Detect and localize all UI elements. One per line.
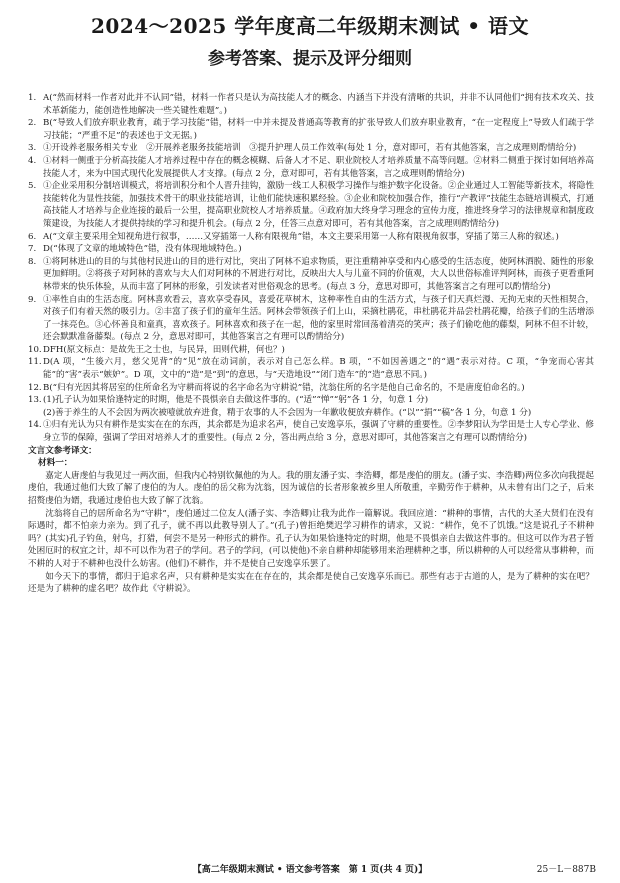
answer-number: 7. xyxy=(28,244,37,255)
footer-code: 25－L－887B xyxy=(536,865,596,875)
answer-text: D(“体现了文章的地域特色”错，没有体现地域特色。) xyxy=(43,244,242,255)
answer-text: ①材料一侧重于分析高技能人才培养过程中存在的概念模糊、后备人才不足、职业院校人才培养质量不高等问题。②材料二侧重于探讨如何培养高技能人才，来为中国式现代化发展提供人才支撑。(每点 2 分，意对即可，若有其他答案，言之成理则酌情给分) xyxy=(43,155,594,179)
answer-item xyxy=(28,294,594,344)
answer-number: 10. xyxy=(28,344,42,355)
translation-heading: 文言文参考译文： xyxy=(28,445,97,456)
answer-item xyxy=(28,231,594,244)
answer-text: ①将阿林进山的目的与其他村民进山的目的进行对比，突出了阿林不追求物质，更注重精神享受和内心感受的生活态度，使阿林洒脱、随性的形象更加鲜明。②将孩子对阿林的喜欢与大人们对阿林的不屑进行对比，反映出大人与儿童不同的价值观，大人以世俗标准评判阿林，而孩子更看重阿林带来的快乐体验，从而丰富了阿林的形象，引发读者对世俗观念的思考。(每点 3 分，意思对即可，其他答案言之有理可以酌情给分) xyxy=(43,256,594,292)
answer-text: (1)孔子认为如果恰逢特定的时期，他是不畏惧亲自去做这件事的。(“适”“惮”“躬”各 1 分，句意 1 分) (2)善于养生的人不会因为两次被噎就放弃进食，精于农事的人不会因为一年歉收便放弃耕作。(“以”“捐”“稿”各 1 分，句意 1 分) xyxy=(43,395,532,418)
answer-number: 2. xyxy=(28,118,37,129)
answer-text: B(“归有光因其将居室的住所命名为守耕而将说的名字命名为守耕说”错，沈翁住所的名字是他自己命名的，不是唐度伯命名的。) xyxy=(43,382,525,393)
answer-item xyxy=(28,344,594,357)
answer-text: ①率性自由的生活态度。阿林喜欢看云，喜欢享受春风，喜爱花草树木，这种率性自由的生活方式，与孩子们天真烂漫、无拘无束的天性相契合，对孩子们有着天然的吸引力。②丰富了孩子们的童年生活。阿林会带领孩子们上山，采摘杜鹃花，串杜鹃花并品尝杜鹃花瓣，给孩子们的生活增添了一抹亮色。③心怀善良和童真，喜欢孩子。阿林喜欢和孩子在一起，他的家里时常回荡着清亮的笑声；孩子们偷吃他的藤梨，阿林不但不计较，还会默默准备藤梨。(每点 2 分，意思对即可，其他答案言之有理可以酌情给分) xyxy=(43,294,594,343)
page-title: 2024～2025 学年度高二年级期末测试 • 语文 xyxy=(91,14,529,38)
answer-number: 5. xyxy=(28,181,37,192)
answer-number: 9. xyxy=(28,294,37,305)
answer-number: 3. xyxy=(28,143,37,154)
answer-number: 12. xyxy=(28,382,42,393)
answer-number: 13. xyxy=(28,395,42,406)
answer-list xyxy=(28,92,594,445)
answer-text: DFH(原文标点：是故先王之士也，与民异，田则代耕，何也？) xyxy=(43,344,285,355)
page-subtitle: 参考答案、提示及评分细则 xyxy=(208,49,412,69)
answer-number: 11. xyxy=(28,357,42,368)
answer-item xyxy=(28,256,594,294)
answer-number: 4. xyxy=(28,155,37,166)
answer-item xyxy=(28,155,594,180)
answer-item xyxy=(28,117,594,142)
answer-item xyxy=(28,243,594,256)
translation-paragraph: 沈翁将自己的居所命名为“守耕”，虔伯通过二位友人(潘子实、李浩卿)让我为此作一篇解说。我回应道：“耕种的事情，古代的大圣大贤们在没有际遇时，都不怕亲力亲为。到了孔子，就不再以此教导别人了。”(孔子)曾拒绝樊迟学习耕作的请求，又说：“耕作，免不了饥饿。”这是说孔子不耕种吗？(其实)孔子钓鱼，射鸟，打猎，何尝不是另一种形式的耕作。孔子认为如果恰逢特定的时期，他是不畏惧亲自去做这件事的。但这可以作为君子暂处困厄时的权宜之计，却不可以作为君子的学问。君子的学问，(可以使他)不亲自耕种却能够用来治理耕种之事，所以耕种的人可以经常从事耕种，而不耕的人对于不耕种也没什么妨害。(他们)不耕作，并不是使自己安逸享乐罢了。 xyxy=(28,508,594,569)
answer-text: ①企业采用积分制培训模式，将培训积分和个人晋升挂钩，激励一线工人积极学习操作与维护数字化设备。②企业通过人工智能等新技术，将隐性技能转化为显性技能，加强技术骨干的职业技能培训，让他们能快速积累经验。③企业和院校加强合作，推行“产教评”技能生态链培训模式，打通高技能人才培养与企业连接的最后一公里，提高职业院校人才培养质量。④政府加大终身学习理念的宣传力度，推进终身学习的法律规章和制度政策建设，为技能人才提供持续的学习和提升机会。(每点 2 分，任答三点意对即可，若有其他答案，言之成理则酌情给分) xyxy=(43,181,594,229)
answer-text: A(“文章主要采用全知视角进行叙事，……又穿插第一人称有限视角”错，本文主要采用第一人称有限视角叙事，穿插了第三人称的叙述。) xyxy=(43,231,559,242)
translation-paragraph: 嘉定人唐虔伯与我见过一两次面，但我内心特别钦佩他的为人。我的朋友潘子实、李浩卿，都是虔伯的朋友。(潘子实、李浩卿)两位多次向我提起虔伯，我通过他们大致了解了虔伯的为人。虔伯的岳父称为沈翁，因为诚信的长者形象被乡里人所敬重，辛勤劳作于耕种，从未曾有出门之子，后来招赘虔伯为婿，我通过虔伯也大致了解了沈翁。 xyxy=(28,470,594,506)
answer-item xyxy=(28,419,594,444)
answer-item xyxy=(28,142,594,155)
answer-number: 14. xyxy=(28,420,42,431)
answer-number: 1. xyxy=(28,93,37,103)
answer-text: A(“然而材料一作者对此并不认同”错，材料一作者只是认为高技能人才的概念、内涵当下并没有清晰的共识，并非不认同他们“拥有技术攻关、技术革新能力，能创造性地解决一些关键性难题”。) xyxy=(43,93,594,116)
answer-item xyxy=(28,180,594,230)
material-heading: 材料一： xyxy=(38,458,73,469)
answer-text: ①归有光认为只有耕作是实实在在的东西，其余都是为追求名声，使自己安逸享乐，强调了守耕的重要性。②李梦阳认为学田是士人专心学业、修身立节的保障，强调了学田对培养人才的重要性。(每点 2 分，答出两点给 3 分，意思对即可，其他答案言之有理可以酌情给分) xyxy=(43,420,594,444)
answer-item xyxy=(28,382,594,395)
answer-item xyxy=(28,394,594,419)
translation-body xyxy=(28,470,594,596)
answer-item xyxy=(28,92,594,117)
answer-text: ①开设养老服务相关专业 ②开展养老服务技能培训 ③提升护理人员工作效率(每处 1 分，意对即可，若有其他答案，言之成理则酌情给分) xyxy=(43,143,577,154)
answer-content xyxy=(28,92,594,596)
answer-item xyxy=(28,356,594,381)
answer-number: 6. xyxy=(28,231,37,242)
footer-page-info: 【高二年级期末测试 • 语文参考答案 第 1 页(共 4 页)】 xyxy=(192,865,428,875)
translation-paragraph: 如今天下的事情，都归于追求名声，只有耕种是实实在在存在的，其余都是使自己安逸享乐而已。那些有志于古道的人，是为了耕种的实在吧？还是为了耕种的虚名吧？故作此《守耕说》。 xyxy=(28,571,594,595)
answer-number: 8. xyxy=(28,256,37,267)
answer-text: D(A 项，“生後六月，慈父见背”的“见”放在动词前，表示对自己怎么样。B 项，“不如因善遇之”的“遇”表示对待。C 项，“争宠而心害其能”的“害”表示“嫉妒”。D 项，文中的“造”是“到”的意思，与“天造地设”“闭门造车”的“造”意思不同。) xyxy=(43,357,594,381)
answer-text: B(“导致人们放弃职业教育，疏于学习技能”错，材料一中并未提及普通高等教育的扩张导致人们放弃职业教育，“在一定程度上”导致人们疏于学习技能；“严重不足”的表述也于文无据。) xyxy=(43,118,594,141)
